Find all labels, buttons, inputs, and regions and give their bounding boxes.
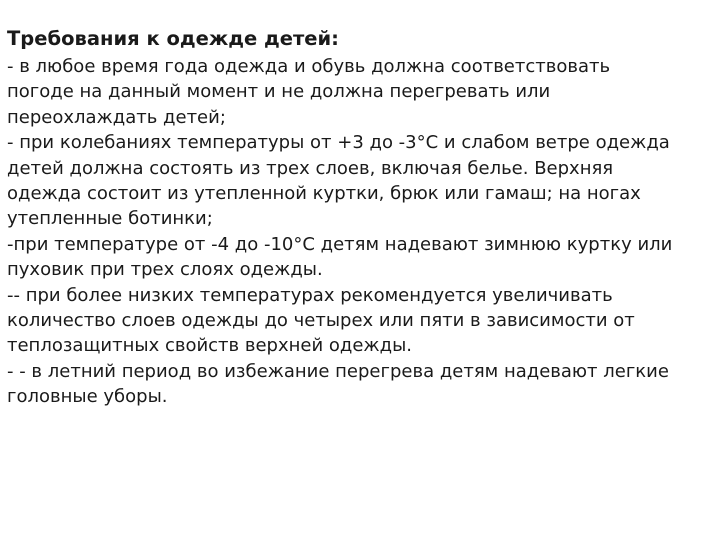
text-line: пуховик при трех слоях одежды. bbox=[7, 259, 323, 281]
text-line: - - в летний период во избежание перегрева детям надевают легкие bbox=[7, 360, 669, 382]
text-line: детей должна состоять из трех слоев, включая белье. Верхняя bbox=[7, 157, 614, 179]
text-line: -при температуре от -4 до -10°С детям надевают зимнюю куртку или bbox=[7, 233, 673, 255]
text-line: - в любое время года одежда и обувь должна соответствовать bbox=[7, 56, 611, 77]
slide-title: Требования к одежде детей: bbox=[7, 27, 339, 50]
text-body bbox=[7, 24, 713, 410]
text-line: - при колебаниях температуры от +3 до -3°С и слабом ветре одежда bbox=[7, 132, 670, 154]
text-line: утепленные ботинки; bbox=[7, 208, 213, 230]
text-line: теплозащитных свойств верхней одежды. bbox=[7, 335, 413, 357]
text-line: количество слоев одежды до четырех или пяти в зависимости от bbox=[7, 310, 635, 332]
text-line: головные уборы. bbox=[7, 386, 168, 408]
text-line: -- при более низких температурах рекомендуется увеличивать bbox=[7, 284, 613, 306]
text-line: переохлаждать детей; bbox=[7, 106, 226, 128]
text-line: погоде на данный момент и не должна перегревать или bbox=[7, 81, 551, 103]
text-line: одежда состоит из утепленной куртки, брюк или гамаш; на ногах bbox=[7, 183, 641, 205]
